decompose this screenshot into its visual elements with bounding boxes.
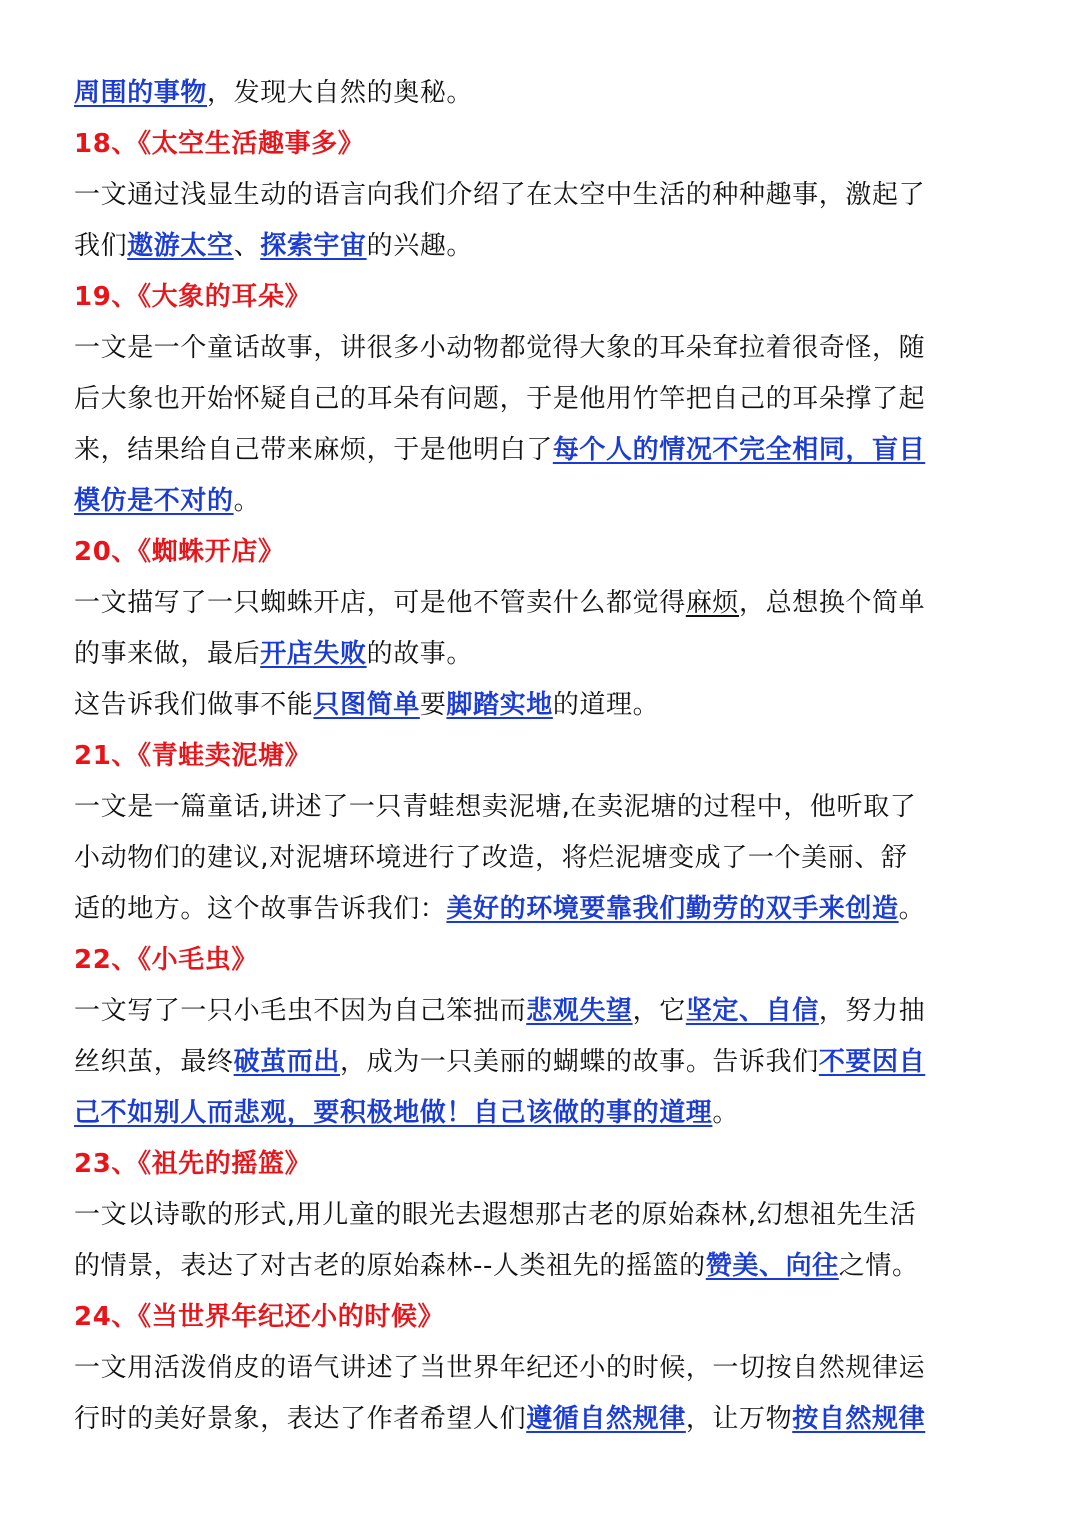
heading-text: 22、《小毛虫》 <box>74 945 258 975</box>
highlighted-phrase: 美好的环境要靠我们勤劳的双手来创造 <box>446 894 899 924</box>
text-segment: 我们 <box>74 231 128 261</box>
section-heading <box>74 935 1020 986</box>
text-segment: 麻烦 <box>685 588 740 618</box>
text-line <box>74 680 1020 731</box>
text-segment: 要 <box>419 690 447 720</box>
highlighted-phrase: 破茧而出 <box>233 1047 341 1077</box>
text-line <box>74 1037 1020 1088</box>
text-line <box>74 476 1020 527</box>
heading-text: 18、《太空生活趣事多》 <box>74 129 365 159</box>
text-segment: ，努力抽 <box>818 996 926 1026</box>
text-segment: 行时的美好景象，表达了作者希望人们 <box>74 1404 527 1434</box>
text-line <box>74 170 1020 221</box>
text-line <box>74 323 1020 374</box>
highlighted-phrase: 己不如别人而悲观，要积极地做！自己该做的事的道理 <box>74 1098 713 1128</box>
heading-text: 21、《青蛙卖泥塘》 <box>74 741 312 771</box>
text-segment: 一文描写了一只蜘蛛开店，可是他不管卖什么都觉得 <box>74 588 686 618</box>
text-line <box>74 221 1020 272</box>
highlighted-phrase: 悲观失望 <box>526 996 633 1026</box>
text-segment: 的兴趣。 <box>366 231 474 261</box>
text-line <box>74 884 1020 935</box>
highlighted-phrase: 周围的事物 <box>74 78 208 108</box>
text-segment: 一文用活泼俏皮的语气讲述了当世界年纪还小的时候，一切按自然规律运 <box>74 1353 926 1383</box>
text-line <box>74 68 1020 119</box>
heading-text: 20、《蜘蛛开店》 <box>74 537 285 567</box>
text-segment: 。 <box>712 1098 740 1128</box>
heading-text: 19、《大象的耳朵》 <box>74 282 312 312</box>
text-segment: 这告诉我们做事不能 <box>74 690 314 720</box>
highlighted-phrase: 按自然规律 <box>792 1404 926 1434</box>
text-segment: ，发现大自然的奥秘。 <box>207 78 474 108</box>
text-line <box>74 374 1020 425</box>
highlighted-phrase: 只图简单 <box>313 690 420 720</box>
text-segment: 、 <box>233 231 261 261</box>
highlighted-phrase: 开店失败 <box>260 639 367 669</box>
text-line <box>74 578 1020 629</box>
heading-text: 23、《祖先的摇篮》 <box>74 1149 312 1179</box>
text-line <box>74 833 1020 884</box>
highlighted-phrase: 每个人的情况不完全相同，盲目 <box>552 435 926 465</box>
highlighted-phrase: 坚定、自信 <box>685 996 819 1026</box>
text-segment: 。 <box>233 486 261 516</box>
text-segment: 丝织茧，最终 <box>74 1047 234 1077</box>
highlighted-phrase: 不要因自 <box>818 1047 926 1077</box>
highlighted-phrase: 探索宇宙 <box>260 231 367 261</box>
text-segment: 。 <box>898 894 926 924</box>
text-segment: ，让万物 <box>685 1404 793 1434</box>
text-segment: ，总想换个简单 <box>739 588 926 618</box>
text-segment: 后大象也开始怀疑自己的耳朵有问题，于是他用竹竿把自己的耳朵撑了起 <box>74 384 926 414</box>
section-heading <box>74 119 1020 170</box>
section-heading <box>74 1292 1020 1343</box>
text-segment: 的情景，表达了对古老的原始森林--人类祖先的摇篮的 <box>74 1251 706 1281</box>
text-segment: ，它 <box>632 996 686 1026</box>
text-segment: 的事来做，最后 <box>74 639 261 669</box>
text-line <box>74 629 1020 680</box>
highlighted-phrase: 遨游太空 <box>127 231 234 261</box>
text-line <box>74 782 1020 833</box>
text-segment: 来，结果给自己带来麻烦，于是他明白了 <box>74 435 553 465</box>
text-line <box>74 1394 1020 1445</box>
text-segment: 一文以诗歌的形式,用儿童的眼光去遐想那古老的原始森林,幻想祖先生活 <box>74 1200 917 1230</box>
text-segment: 的道理。 <box>552 690 660 720</box>
highlighted-phrase: 赞美、向往 <box>705 1251 839 1281</box>
highlighted-phrase: 脚踏实地 <box>446 690 553 720</box>
text-segment: 小动物们的建议,对泥塘环境进行了改造，将烂泥塘变成了一个美丽、舒 <box>74 843 908 873</box>
section-heading <box>74 272 1020 323</box>
text-segment: 一文是一个童话故事，讲很多小动物都觉得大象的耳朵耷拉着很奇怪，随 <box>74 333 926 363</box>
text-segment: 一文通过浅显生动的语言向我们介绍了在太空中生活的种种趣事，激起了 <box>74 180 926 210</box>
text-segment: 之情。 <box>838 1251 919 1281</box>
text-line <box>74 425 1020 476</box>
highlighted-phrase: 模仿是不对的 <box>74 486 234 516</box>
text-line <box>74 1343 1020 1394</box>
text-line <box>74 1241 1020 1292</box>
highlighted-phrase: 遵循自然规律 <box>526 1404 686 1434</box>
text-segment: ，成为一只美丽的蝴蝶的故事。告诉我们 <box>340 1047 819 1077</box>
section-heading <box>74 1139 1020 1190</box>
section-heading <box>74 731 1020 782</box>
heading-text: 24、《当世界年纪还小的时候》 <box>74 1302 445 1332</box>
text-line <box>74 1088 1020 1139</box>
text-segment: 的故事。 <box>366 639 474 669</box>
section-heading <box>74 527 1020 578</box>
text-line <box>74 1190 1020 1241</box>
text-segment: 一文是一篇童话,讲述了一只青蛙想卖泥塘,在卖泥塘的过程中，他听取了 <box>74 792 917 822</box>
text-line <box>74 986 1020 1037</box>
text-segment: 一文写了一只小毛虫不因为自己笨拙而 <box>74 996 527 1026</box>
text-segment: 适的地方。这个故事告诉我们： <box>74 894 447 924</box>
